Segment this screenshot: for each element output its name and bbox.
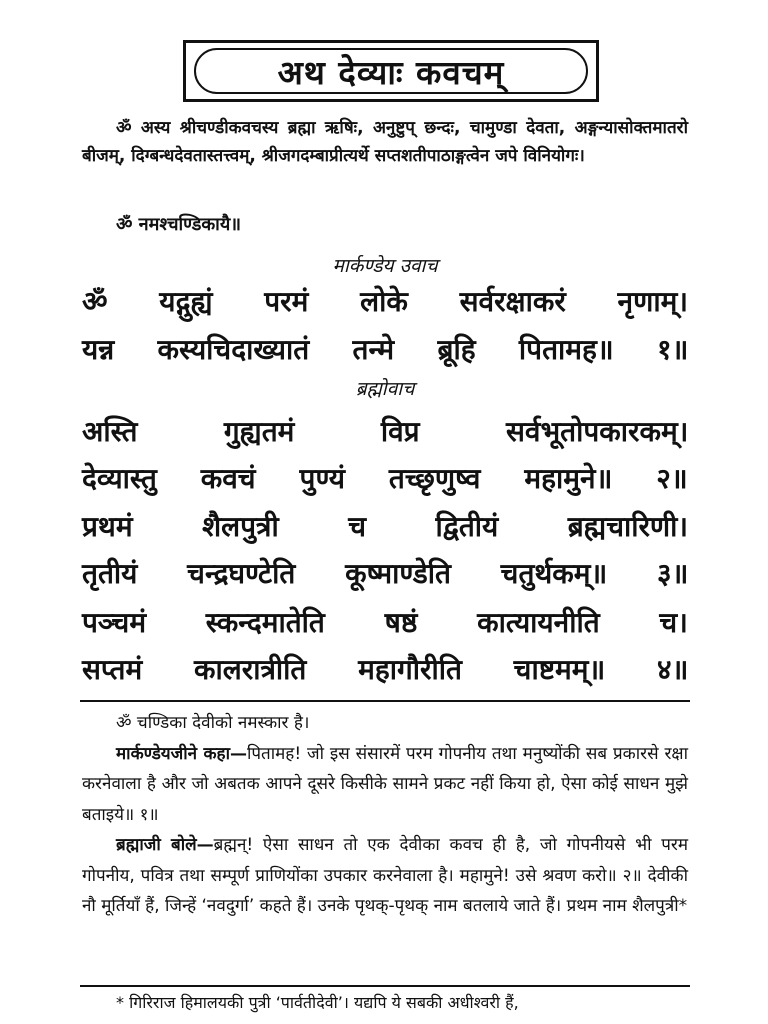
verse-2-line-1: अस्ति गुह्यतमं विप्र सर्वभूतोपकारकम्। <box>82 415 689 448</box>
translation-2-text: ब्रह्मन्! ऐसा साधन तो एक देवीका कवच ही है, जो गोपनीयसे भी परम गोपनीय, पवित्र तथा सम्पूर्ण प्राणियोंका उपकार करनेवाला है। महामुने! उसे श्रवण करो॥ २॥ देवीकी नौ मूर्तियाँ हैं, जिन्हें ‘नवदुर्गा’ कहते हैं। उनके पृथक्-पृथक् नाम बतलाये जाते हैं। प्रथम नाम शैलपुत्री* <box>82 835 688 916</box>
translation-1-lead: मार्कण्डेयजीने कहा— <box>116 743 247 764</box>
title-box <box>183 40 599 102</box>
viniyoga-paragraph: ॐ अस्य श्रीचण्डीकवचस्य ब्रह्मा ऋषिः, अनुष्टुप् छन्दः, चामुण्डा देवता, अङ्गन्यासोक्तमातरो बीजम्, दिग्बन्धदेवतास्तत्त्वम्, श्रीजगदम्बाप्रीत्यर्थे सप्तशतीपाठाङ्गत्वेन जपे विनियोगः। <box>82 118 688 166</box>
speaker-brahma: ब्रह्मोवाच <box>355 378 415 400</box>
translation-2-lead: ब्रह्माजी बोले— <box>116 835 214 855</box>
divider-top <box>80 700 690 702</box>
verse-3-line-1: प्रथमं शैलपुत्री च द्वितीयं ब्रह्मचारिणी। <box>82 510 689 543</box>
verse-1-line-1: ॐ यद्गुह्यं परमं लोके सर्वरक्षाकरं नृणाम्। <box>82 285 688 318</box>
page-title: अथ देव्याः कवचम् <box>194 48 588 94</box>
verse-1-line-2: यन्न कस्यचिदाख्यातं तन्मे ब्रूहि पितामह॥ १॥ <box>82 333 689 366</box>
verse-4-line-2: सप्तमं कालरात्रीति महागौरीति चाष्टमम्॥ ४॥ <box>82 653 689 686</box>
translation-block <box>82 708 688 922</box>
verse-2-line-2: देव्यास्तु कवचं पुण्यं तच्छृणुष्व महामुने॥ २॥ <box>82 462 688 495</box>
speaker-markandeya: मार्कण्डेय उवाच <box>332 255 438 277</box>
verse-4-line-1: पञ्चमं स्कन्दमातेति षष्ठं कात्यायनीति च। <box>82 606 688 639</box>
footnote: * गिरिराज हिमालयकी पुत्री ‘पार्वतीदेवी’। यद्यपि ये सबकी अधीश्वरी हैं, <box>116 993 519 1012</box>
verse-3-line-2: तृतीयं चन्द्रघण्टेति कूष्माण्डेति चतुर्थकम्॥ ३॥ <box>82 557 689 590</box>
divider-footnote <box>80 985 690 987</box>
namaskara-line: ॐ नमश्चण्डिकायै॥ <box>116 214 242 235</box>
translation-namaskara: ॐ चण्डिका देवीको नमस्कार है। <box>116 713 310 733</box>
translation-1-text: पितामह! जो इस संसारमें परम गोपनीय तथा मनुष्योंकी सब प्रकारसे रक्षा करनेवाला है और जो अबतक आपने दूसरे किसीके सामने प्रकट नहीं किया हो, ऐसा कोई साधन मुझे बताइये॥ १॥ <box>82 743 688 825</box>
